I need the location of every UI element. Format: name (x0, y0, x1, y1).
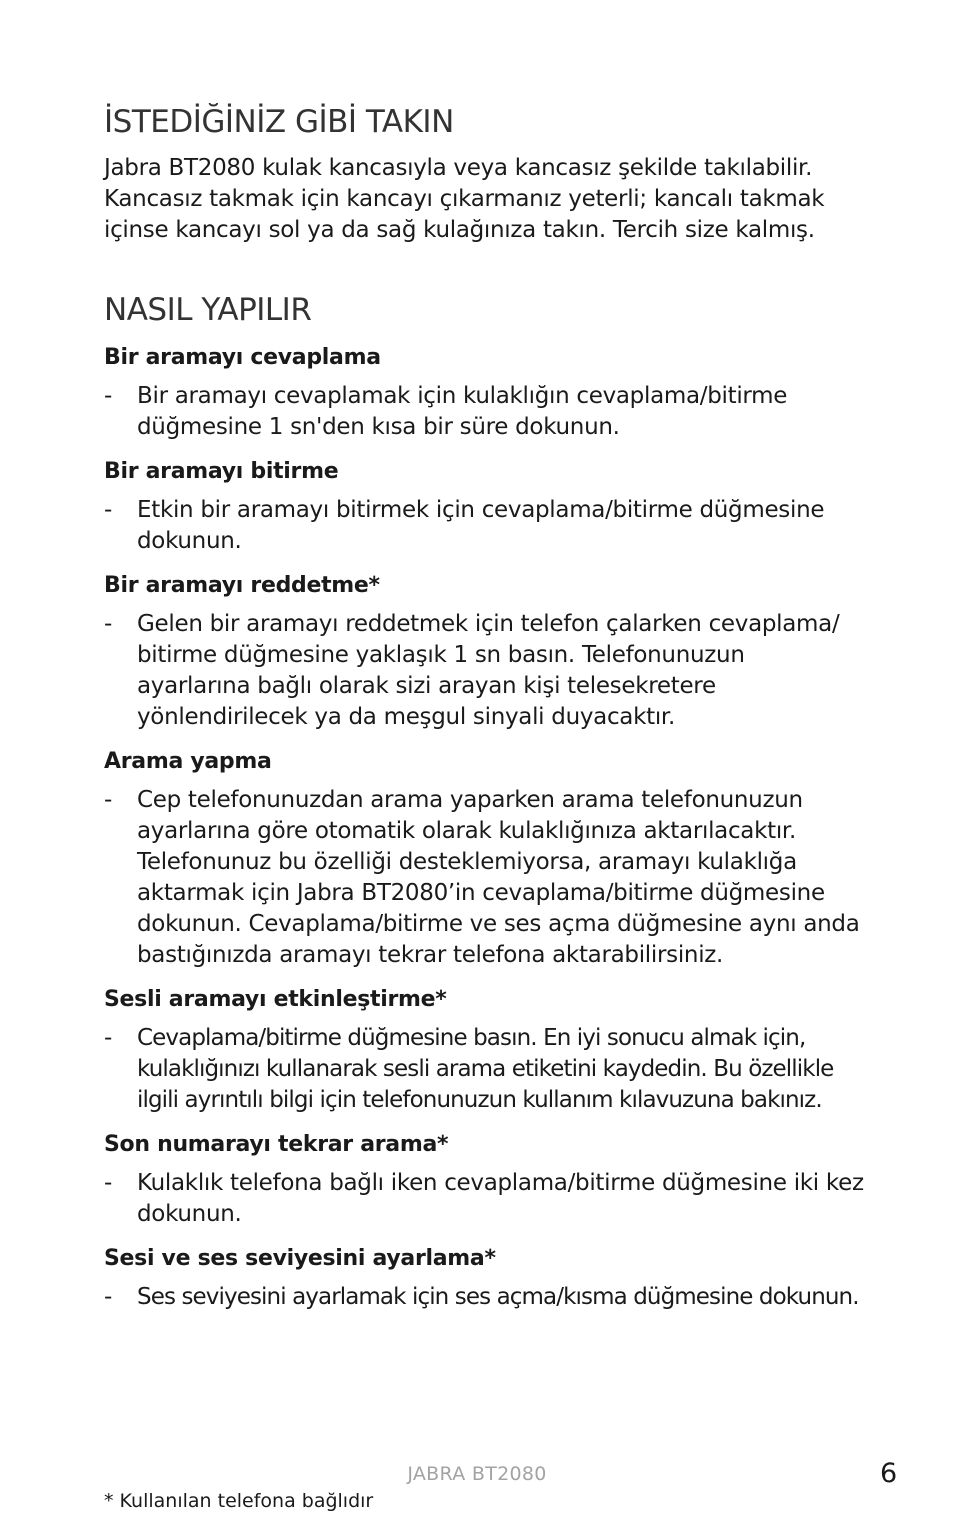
footnote: * Kullanılan telefona bağlıdır (104, 1490, 374, 1512)
list-item-text: Cevaplama/bitirme düğmesine basın. En iyi sonucu almak için, kulaklığınızı kullanarak sesli arama etiketini kaydedin. Bu özellikle ilgili ayrıntılı bilgi için telefonunuzun kullanım kılavuzuna bakınız. (137, 1025, 834, 1114)
subsection-heading-end: Bir aramayı bitirme (104, 459, 339, 485)
list-bullet: - (104, 1284, 112, 1311)
list-item-text: Kulaklık telefona bağlı iken cevaplama/bitirme düğmesine iki kez dokunun. (137, 1170, 864, 1228)
list-bullet: - (104, 383, 112, 410)
list-item-text: Etkin bir aramayı bitirmek için cevaplama/bitirme düğmesine dokunun. (137, 497, 825, 555)
list-item (104, 381, 864, 443)
subsection-heading-redial: Son numarayı tekrar arama* (104, 1132, 449, 1158)
section-title-wear: İSTEDİĞİNİZ GİBİ TAKIN (104, 104, 454, 140)
subsection-heading-volume: Sesi ve ses seviyesini ayarlama* (104, 1246, 496, 1272)
subsection-heading-make-call: Arama yapma (104, 749, 272, 775)
list-item (104, 495, 864, 557)
footer-product-name: JABRA BT2080 (407, 1463, 547, 1485)
list-item (104, 785, 864, 971)
list-item (104, 1282, 864, 1313)
list-item (104, 1168, 864, 1230)
wear-intro-paragraph: Jabra BT2080 kulak kancasıyla veya kancasız şekilde takılabilir. Kancasız takmak için kancayı çıkarmanız yeterli; kancalı takmak içinse kancayı sol ya da sağ kulağınıza takın. Tercih size kalmış. (104, 155, 825, 244)
list-bullet: - (104, 1170, 112, 1197)
subsection-heading-voice-dial: Sesli aramayı etkinleştirme* (104, 987, 447, 1013)
list-item (104, 609, 864, 733)
list-bullet: - (104, 611, 112, 638)
list-item (104, 1023, 864, 1116)
list-item-text: Gelen bir aramayı reddetmek için telefon çalarken cevaplama/ bitirme düğmesine yaklaşık 1 sn basın. Telefonunuzun ayarlarına bağlı olarak sizi arayan kişi telesekretere yönlendirilecek ya da meşgul sinyali duyacaktır. (137, 611, 840, 731)
list-item-text: Cep telefonunuzdan arama yaparken arama telefonunuzun ayarlarına göre otomatik olarak kulaklığınıza aktarılacaktır. Telefonunuz bu özelliği desteklemiyorsa, aramayı kulaklığa aktarmak için Jabra BT2080’in cevaplama/bitirme düğmesine dokunun. Cevaplama/bitirme ve ses açma düğmesine aynı anda bastığınızda aramayı tekrar telefona aktarabilirsiniz. (137, 787, 860, 969)
list-bullet: - (104, 1025, 112, 1052)
page-content (104, 104, 864, 1313)
subsection-heading-answer: Bir aramayı cevaplama (104, 345, 381, 371)
list-item-text: Bir aramayı cevaplamak için kulaklığın cevaplama/bitirme düğmesine 1 sn'den kısa bir süre dokunun. (137, 383, 788, 441)
list-bullet: - (104, 497, 112, 524)
list-item-text: Ses seviyesini ayarlamak için ses açma/kısma düğmesine dokunun. (137, 1284, 859, 1311)
subsection-heading-reject: Bir aramayı reddetme* (104, 573, 380, 599)
page-number: 6 (880, 1458, 898, 1489)
section-title-how-to: NASIL YAPILIR (104, 292, 312, 329)
list-bullet: - (104, 787, 112, 814)
